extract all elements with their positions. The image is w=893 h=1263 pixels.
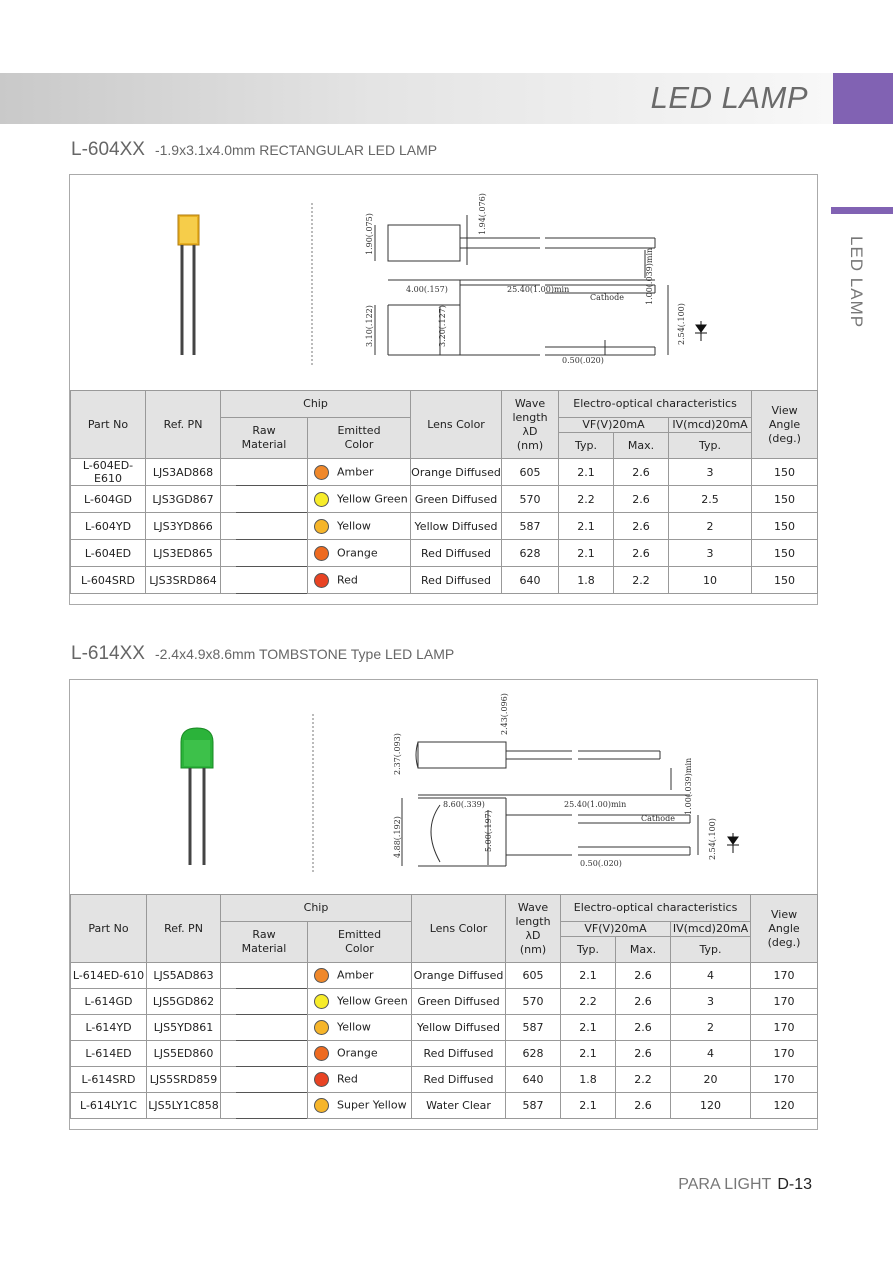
cell-lens: Green Diffused: [412, 989, 506, 1015]
cell-emitted-color: Yellow Green: [308, 486, 411, 513]
cell-iv-typ: 4: [671, 1041, 751, 1067]
header-iv-typ: Typ.: [669, 433, 752, 459]
cell-lens: Red Diffused: [412, 1041, 506, 1067]
part-description: -2.4x4.9x8.6mm TOMBSTONE Type LED LAMP: [154, 646, 455, 662]
dim-label: 8.60(.339): [443, 800, 485, 809]
part-series: L-604XX: [71, 139, 145, 160]
color-dot-icon: [314, 573, 329, 588]
header-chip: Chip: [221, 391, 411, 418]
dim-label: 2.54(.100): [708, 818, 717, 860]
cell-wave: 628: [502, 540, 559, 567]
cell-ref-pn: LJS5GD862: [147, 989, 221, 1015]
cell-vf-max: 2.6: [614, 540, 669, 567]
table-row: [71, 1093, 818, 1119]
cell-ref-pn: LJS5SRD859: [147, 1067, 221, 1093]
header-vf-typ: Typ.: [559, 433, 614, 459]
cell-raw-material: [221, 989, 308, 1015]
table-row: [71, 1015, 818, 1041]
cell-wave: 605: [506, 963, 561, 989]
header-lens: Lens Color: [412, 895, 506, 963]
cell-emitted-color: Yellow: [308, 1015, 412, 1041]
cell-emitted-color: Orange: [308, 540, 411, 567]
section-tab: [833, 73, 893, 124]
cell-vf-typ: 2.1: [559, 540, 614, 567]
table-row: [71, 567, 818, 594]
dim-label: 1.00(.039)min: [645, 247, 654, 305]
section-title: [71, 643, 454, 665]
cell-ref-pn: LJS5YD861: [147, 1015, 221, 1041]
cell-part-no: L-604ED: [71, 540, 146, 567]
cell-lens: Red Diffused: [412, 1067, 506, 1093]
cell-part-no: L-614LY1C: [71, 1093, 147, 1119]
cell-wave: 570: [502, 486, 559, 513]
dim-label: 1.00(.039)min: [684, 757, 693, 815]
cell-part-no: L-604ED-E610: [71, 459, 146, 486]
header-emitted-color: Emitted Color: [308, 418, 411, 459]
cell-wave: 640: [506, 1067, 561, 1093]
cell-vf-max: 2.6: [614, 513, 669, 540]
cell-vf-max: 2.6: [616, 989, 671, 1015]
color-dot-icon: [314, 519, 329, 534]
cell-part-no: L-614ED: [71, 1041, 147, 1067]
cell-emitted-color: Red: [308, 567, 411, 594]
table-row: [71, 1067, 818, 1093]
spec-table: [70, 894, 818, 1119]
cell-ref-pn: LJS3SRD864: [146, 567, 221, 594]
cell-raw-material: [221, 963, 308, 989]
dim-label: 2.43(.096): [500, 693, 509, 735]
header-vf: VF(V)20mA: [561, 922, 671, 937]
header-iv: IV(mcd)20mA: [669, 418, 752, 433]
header-iv: IV(mcd)20mA: [671, 922, 751, 937]
spec-box: [69, 679, 818, 1130]
dim-label: 4.00(.157): [406, 285, 448, 294]
dim-label: Cathode: [641, 814, 675, 823]
cell-vf-typ: 1.8: [561, 1067, 616, 1093]
cell-ref-pn: LJS3GD867: [146, 486, 221, 513]
cell-vf-max: 2.6: [616, 1093, 671, 1119]
dim-label: 1.90(.075): [365, 213, 374, 255]
cell-view-angle: 170: [751, 963, 818, 989]
cell-vf-typ: 1.8: [559, 567, 614, 594]
header-part-no: Part No: [71, 895, 147, 963]
cell-raw-material: [221, 540, 308, 567]
spec-table: [70, 390, 818, 594]
diode-icon: [695, 321, 707, 341]
table-row: [71, 540, 818, 567]
cell-part-no: L-604YD: [71, 513, 146, 540]
cell-wave: 587: [502, 513, 559, 540]
dim-label: 25.40(1.00)min: [507, 285, 570, 294]
cell-lens: Red Diffused: [411, 567, 502, 594]
cell-lens: Orange Diffused: [411, 459, 502, 486]
led-photo: [178, 215, 199, 355]
cell-iv-typ: 10: [669, 567, 752, 594]
cell-ref-pn: LJS3AD868: [146, 459, 221, 486]
cell-view-angle: 170: [751, 1067, 818, 1093]
cell-vf-max: 2.6: [616, 1041, 671, 1067]
cell-iv-typ: 3: [669, 540, 752, 567]
table-row: [71, 963, 818, 989]
header-raw-material: Raw Material: [221, 922, 308, 963]
cell-raw-material: [221, 1093, 308, 1119]
header-vf-typ: Typ.: [561, 937, 616, 963]
dimension-drawing: [70, 680, 817, 894]
dim-label: 5.00(.197): [484, 810, 493, 852]
cell-vf-typ: 2.2: [561, 989, 616, 1015]
dim-label: 4.88(.192): [393, 816, 402, 858]
cell-wave: 628: [506, 1041, 561, 1067]
cell-view-angle: 150: [752, 513, 818, 540]
cell-vf-typ: 2.1: [561, 1093, 616, 1119]
cell-emitted-color: Yellow Green: [308, 989, 412, 1015]
color-dot-icon: [314, 546, 329, 561]
section-title: [71, 139, 437, 161]
header-lens: Lens Color: [411, 391, 502, 459]
cell-ref-pn: LJS3ED865: [146, 540, 221, 567]
header-emitted-color: Emitted Color: [308, 922, 412, 963]
cell-view-angle: 150: [752, 486, 818, 513]
header-wave: Wave length λD (nm): [502, 391, 559, 459]
cell-part-no: L-604SRD: [71, 567, 146, 594]
header-electro-optical: Electro-optical characteristics: [559, 391, 752, 418]
cell-iv-typ: 20: [671, 1067, 751, 1093]
cell-vf-max: 2.2: [614, 567, 669, 594]
cell-emitted-color: Red: [308, 1067, 412, 1093]
page-number: D-13: [777, 1176, 812, 1193]
cell-vf-max: 2.6: [614, 459, 669, 486]
header-electro-optical: Electro-optical characteristics: [561, 895, 751, 922]
header-view-angle: View Angle (deg.): [751, 895, 818, 963]
cell-part-no: L-614SRD: [71, 1067, 147, 1093]
cell-lens: Red Diffused: [411, 540, 502, 567]
cell-wave: 640: [502, 567, 559, 594]
dim-label: 0.50(.020): [580, 859, 622, 868]
table-row: [71, 513, 818, 540]
cell-lens: Yellow Diffused: [412, 1015, 506, 1041]
dim-label: 25.40(1.00)min: [564, 800, 627, 809]
cell-raw-material: [221, 567, 308, 594]
cell-ref-pn: LJS5AD863: [147, 963, 221, 989]
cell-raw-material: [221, 486, 308, 513]
dim-label: 3.10(.122): [365, 305, 374, 347]
cell-vf-typ: 2.1: [561, 1015, 616, 1041]
cell-emitted-color: Orange: [308, 1041, 412, 1067]
dim-label: 0.50(.020): [562, 356, 604, 365]
led-photo: [181, 728, 213, 865]
cell-emitted-color: Amber: [308, 963, 412, 989]
cell-view-angle: 150: [752, 540, 818, 567]
cell-raw-material: [221, 513, 308, 540]
banner-title: LED LAMP: [650, 80, 808, 115]
cell-ref-pn: LJS5LY1C858: [147, 1093, 221, 1119]
dim-label: 2.54(.100): [677, 303, 686, 345]
header-chip: Chip: [221, 895, 412, 922]
header-iv-typ: Typ.: [671, 937, 751, 963]
cell-view-angle: 170: [751, 1015, 818, 1041]
cell-raw-material: [221, 459, 308, 486]
dim-label: 2.37(.093): [393, 733, 402, 775]
cell-iv-typ: 3: [671, 989, 751, 1015]
color-dot-icon: [314, 1072, 329, 1087]
cell-lens: Orange Diffused: [412, 963, 506, 989]
dim-label: 1.94(.076): [478, 193, 487, 235]
cell-vf-typ: 2.1: [559, 513, 614, 540]
cell-raw-material: [221, 1067, 308, 1093]
table-row: [71, 486, 818, 513]
table-row: [71, 1041, 818, 1067]
header-view-angle: View Angle (deg.): [752, 391, 818, 459]
cell-wave: 605: [502, 459, 559, 486]
dim-label: 3.20(.127): [438, 305, 447, 347]
cell-part-no: L-614ED-610: [71, 963, 147, 989]
cell-emitted-color: Yellow: [308, 513, 411, 540]
color-dot-icon: [314, 1020, 329, 1035]
part-description: -1.9x3.1x4.0mm RECTANGULAR LED LAMP: [154, 142, 438, 158]
footer-brand: PARA LIGHT: [678, 1176, 772, 1193]
cell-vf-max: 2.2: [616, 1067, 671, 1093]
side-accent-bar: [831, 207, 893, 214]
color-dot-icon: [314, 492, 329, 507]
cell-view-angle: 120: [751, 1093, 818, 1119]
cell-vf-typ: 2.2: [559, 486, 614, 513]
cell-iv-typ: 4: [671, 963, 751, 989]
cell-iv-typ: 3: [669, 459, 752, 486]
cell-part-no: L-604GD: [71, 486, 146, 513]
header-vf-max: Max.: [616, 937, 671, 963]
cell-iv-typ: 120: [671, 1093, 751, 1119]
dimension-drawing: [70, 175, 817, 390]
header-wave: Wave length λD (nm): [506, 895, 561, 963]
cell-vf-typ: 2.1: [559, 459, 614, 486]
color-dot-icon: [314, 1098, 329, 1113]
cell-part-no: L-614YD: [71, 1015, 147, 1041]
color-dot-icon: [314, 1046, 329, 1061]
cell-wave: 570: [506, 989, 561, 1015]
cell-view-angle: 150: [752, 567, 818, 594]
cell-vf-typ: 2.1: [561, 1041, 616, 1067]
cell-view-angle: 170: [751, 1041, 818, 1067]
header-part-no: Part No: [71, 391, 146, 459]
cell-lens: Water Clear: [412, 1093, 506, 1119]
cell-view-angle: 150: [752, 459, 818, 486]
color-dot-icon: [314, 465, 329, 480]
header-ref-pn: Ref. PN: [147, 895, 221, 963]
footer: [678, 1176, 812, 1194]
header-banner: [0, 73, 833, 124]
cell-wave: 587: [506, 1015, 561, 1041]
dim-label: Cathode: [590, 293, 624, 302]
cell-vf-typ: 2.1: [561, 963, 616, 989]
header-vf-max: Max.: [614, 433, 669, 459]
table-row: [71, 989, 818, 1015]
cell-ref-pn: LJS5ED860: [147, 1041, 221, 1067]
header-vf: VF(V)20mA: [559, 418, 669, 433]
color-dot-icon: [314, 994, 329, 1009]
cell-emitted-color: Super Yellow: [308, 1093, 412, 1119]
cell-raw-material: [221, 1015, 308, 1041]
color-dot-icon: [314, 968, 329, 983]
cell-iv-typ: 2: [669, 513, 752, 540]
cell-view-angle: 170: [751, 989, 818, 1015]
side-label: LED LAMP: [847, 236, 866, 329]
header-ref-pn: Ref. PN: [146, 391, 221, 459]
part-series: L-614XX: [71, 643, 145, 664]
spec-box: [69, 174, 818, 605]
cell-part-no: L-614GD: [71, 989, 147, 1015]
cell-wave: 587: [506, 1093, 561, 1119]
header-raw-material: Raw Material: [221, 418, 308, 459]
cell-vf-max: 2.6: [614, 486, 669, 513]
cell-emitted-color: Amber: [308, 459, 411, 486]
cell-vf-max: 2.6: [616, 963, 671, 989]
cell-iv-typ: 2.5: [669, 486, 752, 513]
cell-lens: Yellow Diffused: [411, 513, 502, 540]
cell-lens: Green Diffused: [411, 486, 502, 513]
cell-ref-pn: LJS3YD866: [146, 513, 221, 540]
diode-icon: [727, 833, 739, 853]
cell-raw-material: [221, 1041, 308, 1067]
cell-vf-max: 2.6: [616, 1015, 671, 1041]
table-row: [71, 459, 818, 486]
cell-iv-typ: 2: [671, 1015, 751, 1041]
